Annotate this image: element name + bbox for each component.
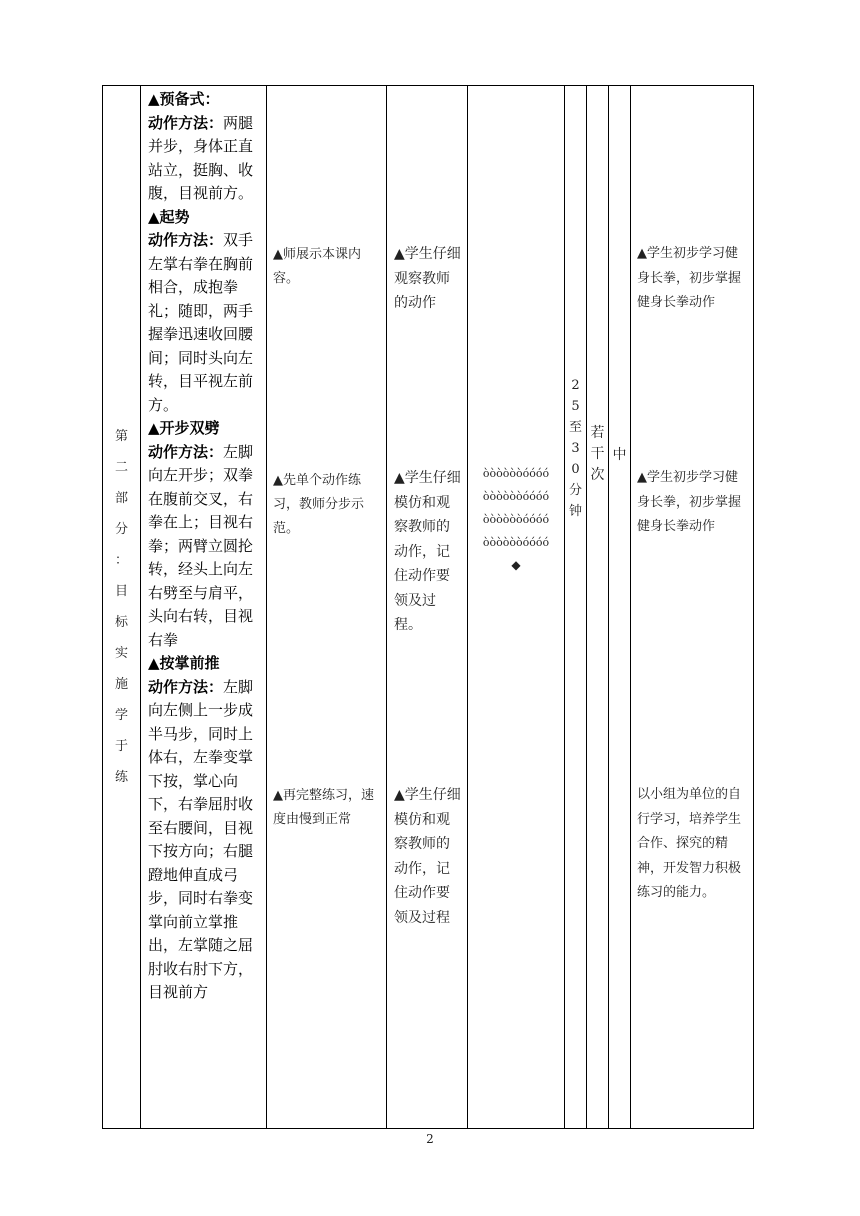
method-text: 左脚向左开步；双拳在腹前交叉，右拳在上；目视右拳；两臂立圆抡转，经头上向左右劈至与肩平，头向右转，目视右拳 bbox=[148, 442, 254, 649]
method-cell bbox=[141, 86, 267, 1129]
stage-cell bbox=[103, 86, 141, 1129]
objective-text: ▲学生初步学习健身长拳，初步掌握健身长拳动作 bbox=[637, 470, 742, 534]
method-text: 双手左掌右拳在胸前相合，成抱拳礼；随即，两手握拳迅速收回腰间；同时头向左转，目平视左前方。 bbox=[148, 231, 254, 414]
stage-label: 第 二 部 分 ： 目 标 实 施 学 于 练 bbox=[114, 429, 128, 785]
method-label: 动作方法： bbox=[148, 231, 224, 249]
formation-row: òòòòòòóóóó bbox=[482, 467, 550, 480]
method-heading: ▲预备式： bbox=[148, 90, 220, 108]
student-text: ▲学生仔细观察教师的动作 bbox=[394, 246, 461, 311]
teacher-position-marker: ◆ bbox=[511, 558, 521, 572]
teacher-activity-cell bbox=[267, 86, 387, 1129]
time-label: 2 5 至 3 0 分 钟 bbox=[568, 378, 582, 519]
method-block-prepare bbox=[148, 88, 262, 206]
method-label: 动作方法： bbox=[148, 442, 224, 461]
intensity-label: 中 bbox=[612, 447, 627, 463]
objective-text: ▲学生初步学习健身长拳，初步掌握健身长拳动作 bbox=[637, 246, 742, 310]
intensity-cell bbox=[609, 86, 631, 1129]
student-text: ▲学生仔细模仿和观察教师的动作，记住动作要领及过程 bbox=[394, 787, 461, 926]
formation-row: òòòòòòóóóó bbox=[482, 513, 550, 526]
organization-cell bbox=[468, 86, 565, 1129]
teacher-text: ▲师展示本课内容。 bbox=[273, 247, 361, 286]
method-label: 动作方法： bbox=[148, 113, 224, 132]
objective-text: 以小组为单位的自行学习，培养学生合作、探究的精神，开发智力积极练习的能力。 bbox=[637, 787, 742, 900]
method-heading: ▲起势 bbox=[148, 207, 190, 226]
lesson-plan-table bbox=[102, 85, 754, 1129]
method-heading: ▲开步双劈 bbox=[148, 419, 220, 437]
count-label: 若 干 次 bbox=[590, 425, 605, 483]
method-text: 两腿并步，身体正直站立，挺胸、收腹，目视前方。 bbox=[148, 113, 254, 202]
student-text: ▲学生仔细模仿和观察教师的动作，记住动作要领及过程。 bbox=[394, 470, 461, 633]
method-block-open-step bbox=[148, 417, 262, 652]
page-number: 2 bbox=[426, 1132, 434, 1146]
objective-cell bbox=[631, 86, 754, 1129]
formation-diagram bbox=[473, 462, 559, 577]
method-block-start bbox=[148, 206, 262, 418]
count-cell bbox=[587, 86, 609, 1129]
formation-row: òòòòòòóóóó bbox=[482, 536, 550, 549]
teacher-text: ▲再完整练习，速度由慢到正常 bbox=[273, 788, 374, 827]
teacher-text: ▲先单个动作练习，教师分步示范。 bbox=[273, 473, 365, 536]
student-activity-cell bbox=[387, 86, 468, 1129]
method-label: 动作方法： bbox=[148, 677, 224, 696]
time-cell bbox=[565, 86, 587, 1129]
method-heading: ▲按掌前推 bbox=[148, 654, 220, 672]
formation-row: òòòòòòóóóó bbox=[482, 490, 550, 503]
method-block-push-palm bbox=[148, 652, 262, 1005]
method-text: 左脚向左侧上一步成半马步，同时上体右，左拳变掌下按，掌心向下，右拳屈肘收至右腰间，目视下按方向；右腿蹬地伸直成弓步，同时右拳变掌向前立掌推出，左掌随之屈肘收右肘下方，目视前方 bbox=[148, 677, 254, 1001]
